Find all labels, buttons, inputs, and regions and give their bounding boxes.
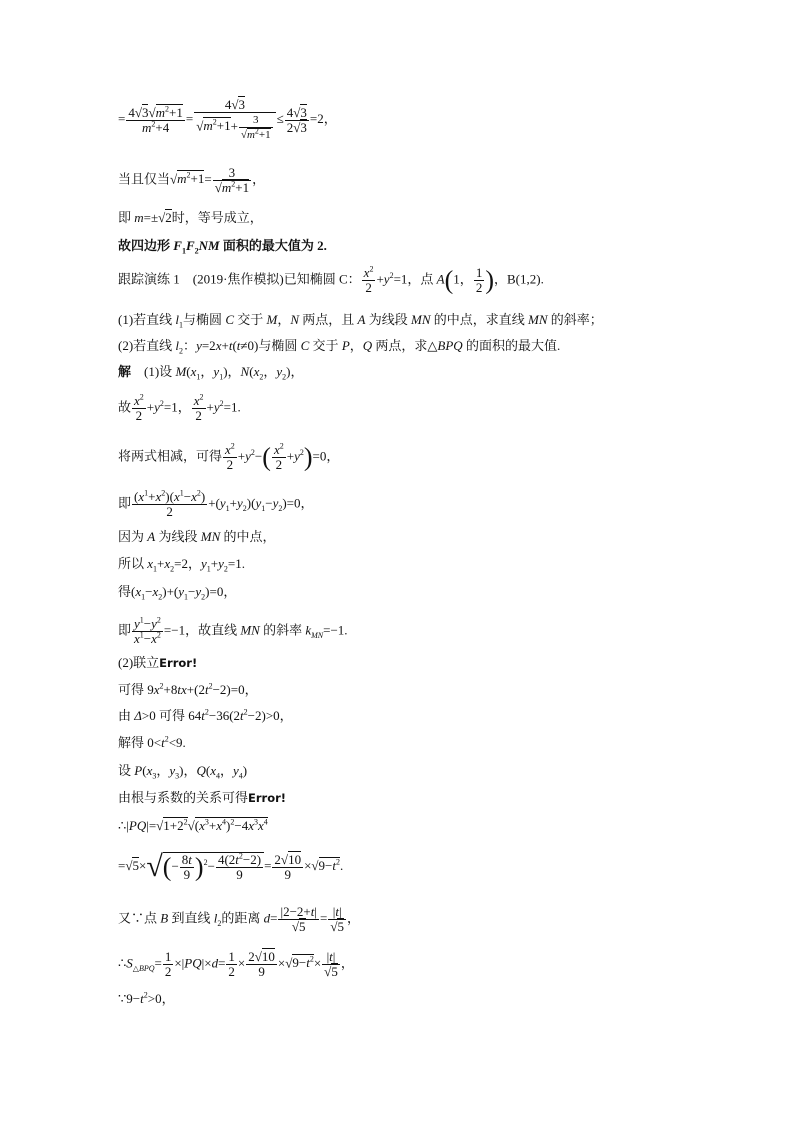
text-line-3: 即 m=±√2时，等号成立，	[118, 210, 263, 225]
solution-line-13: 设 $P(x_3$，$y_3$)，$Q(x_4$，$y_4$)	[118, 763, 248, 781]
solution-line-3: 将两式相减，可得 $\frac{x^2}{2}$ $+y^2-$( $\frac{x^2}{2}$ $+y^2)=0$，	[118, 441, 340, 472]
question-part-2: (2)若直线 $l_2$：y=2x+t(t≠0)与椭圆 C 交于 P，Q 两点，求△BPQ 的面积的最大值.	[118, 338, 561, 356]
text-line-4: 故四边形 $F_1F_2NM$ 面积的最大值为 2.	[118, 238, 327, 256]
solution-line-12: 解得 $0<t^2<9$.	[118, 734, 186, 750]
solution-line-5: 因为 A 为线段 MN 的中点，	[118, 529, 276, 544]
fraction-1: $\frac{4√3√m^2+1}{m^2+4}$	[128, 104, 183, 135]
solution-line-15: $\therefore|PQ|=√1+2^2√(x^3+x^4)^2-4x^3x^4$	[118, 817, 268, 833]
solution-line-17: 又∵点 B 到直线 $l_2$的距离 d= $\frac{|2-2+t|}{√5}$ = $\frac{|t|}{√5}$ ，	[118, 904, 360, 934]
solution-line-1: 解 (1)设 $M(x_1$，$y_1$)，$N(x_2$，$y_2$)，	[118, 364, 304, 382]
solution-line-7: 得$(x_1-x_2)+(y_1-y_2)=0$，	[118, 584, 237, 602]
solution-line-9: (2)联立Error!	[118, 655, 198, 670]
solution-line-18: $\therefore S_{\triangle BPQ}=$ $\frac{1}{2}$ ×|PQ|×d= $\frac{1}{2}$ × $\frac{2√10}{9}$ $\times√9-t^2\times$ $\frac{|t|}{√5}$ ，	[118, 949, 354, 979]
solution-line-14: 由根与系数的关系可得Error!	[118, 790, 287, 805]
solution-line-16: =√5×√(− $\frac{8t}{9}$ )$^2$− $\frac{4(2t^2-2)}{9}$ = $\frac{2√10}{9}$ $\times√9-t^2$.	[118, 850, 344, 883]
text-line-5: 跟踪演练 1 (2019·焦作模拟)已知椭圆 C： $\frac{x^2}{2}$ $+y^2=1$，点 A(1， $\frac{1}{2}$ )，B(1,2).	[118, 264, 544, 295]
fraction-2: 4√3 $√m^2+1+$ $\frac{3}{√m^2+1}$	[194, 98, 275, 142]
question-part-1: (1)若直线 $l_1$与椭圆 C 交于 M，N 两点，且 A 为线段 MN 的中点，求直线 MN 的斜率；	[118, 312, 603, 330]
solution-line-2: 故 $\frac{x^2}{2}$ $+y^2=1$， $\frac{x^2}{2}$ $+y^2=1$.	[118, 392, 241, 423]
solution-line-10: 可得 $9x^2+8tx+(2t^2-2)=0$，	[118, 681, 258, 697]
solution-line-6: 所以 $x_1+x_2=2$，$y_1+y_2=1$.	[118, 556, 246, 574]
fraction-3: $\frac{4√3}{2√3}$	[286, 104, 307, 135]
solution-line-4: 即 $\frac{(x^1+x^2)(x^1-x^2)}{2}$ $+(y_1+y_2)(y_1-y_2)=0$，	[118, 488, 314, 519]
solution-line-11: 由 Δ>0 可得 $64t^2-36(2t^2-2)>0$，	[118, 707, 293, 723]
equation-line-2: 当且仅当$√m^2+1=$ $\frac{3}{√m^2+1}$ ，	[118, 165, 266, 195]
equation-line-1: = $\frac{4√3√m^2+1}{m^2+4}$ = 4√3 $√m^2+1+$ $\frac{3}{√m^2+1}$ ≤ $\frac{4√3}{2√3}$ =2，	[118, 97, 337, 141]
solution-line-19: $\because 9-t^2>0$，	[118, 990, 175, 1006]
solution-line-8: 即 $\frac{y^1-y^2}{x^1-x^2}$ =−1，故直线 MN 的斜率 $k_{MN}=-1$.	[118, 615, 348, 646]
